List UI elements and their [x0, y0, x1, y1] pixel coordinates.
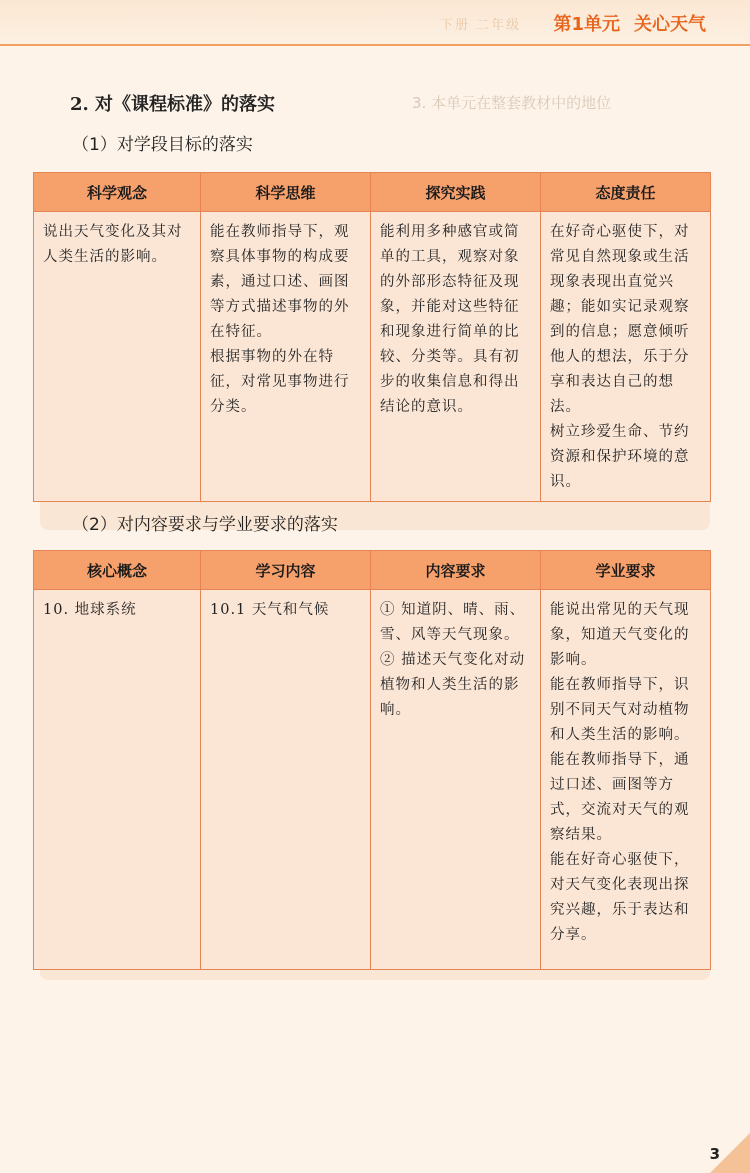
column-header: 科学思维 [201, 173, 371, 212]
cell-text: 能在教师指导下，识别不同天气对动植物和人类生活的影响。 [550, 677, 690, 743]
subsection-title-2: （2）对内容要求与学业要求的落实 [72, 515, 338, 535]
page-number: 3 [709, 1145, 720, 1163]
table-cell [371, 590, 541, 970]
cell-text: 说出天气变化及其对人类生活的影响。 [43, 224, 183, 265]
cell-text: 能说出常见的天气现象，知道天气变化的影响。 [550, 602, 690, 668]
section-title: 2. 对《课程标准》的落实 [70, 94, 276, 115]
column-header: 科学观念 [34, 173, 201, 212]
table-cell [34, 212, 201, 502]
subsection-title-1: （1）对学段目标的落实 [72, 135, 253, 155]
table-row [34, 212, 711, 502]
table-cell [541, 212, 711, 502]
table-cell [201, 212, 371, 502]
table-cell [541, 590, 711, 970]
column-header: 学业要求 [541, 551, 711, 590]
unit-title: 关心天气 [634, 14, 706, 35]
header-faint-text: 下册 二年级 [440, 18, 522, 33]
column-header: 内容要求 [371, 551, 541, 590]
cell-text: 10. 地球系统 [43, 602, 137, 618]
column-header: 核心概念 [34, 551, 201, 590]
cell-text: ① 知道阴、晴、雨、雪、风等天气现象。 [380, 602, 526, 643]
cell-text: ② 描述天气变化对动植物和人类生活的影响。 [380, 652, 526, 718]
cell-text: 能在教师指导下，通过口述、画图等方式，交流对天气的观察结果。 [550, 752, 690, 843]
cell-text: 能在好奇心驱使下，对天气变化表现出探究兴趣，乐于表达和分享。 [550, 852, 690, 943]
table-content-requirements [33, 550, 711, 970]
cell-text: 10.1 天气和气候 [210, 602, 330, 618]
table-cell [201, 590, 371, 970]
cell-text: 能在教师指导下，观察具体事物的构成要素，通过口述、画图等方式描述事物的外在特征。 [210, 224, 350, 340]
cell-text: 能利用多种感官或简单的工具，观察对象的外部形态特征及现象，并能对这些特征和现象进行简单的比较、分类等。具有初步的收集信息和得出结论的意识。 [380, 224, 520, 415]
column-header: 态度责任 [541, 173, 711, 212]
cell-text: 根据事物的外在特征，对常见事物进行分类。 [210, 349, 350, 415]
table-stage-goals [33, 172, 711, 502]
unit-label [553, 10, 706, 36]
ghost-text: 3. 本单元在整套教材中的地位 [412, 94, 612, 112]
table-header-row [34, 551, 711, 590]
column-header: 学习内容 [201, 551, 371, 590]
cell-text: 在好奇心驱使下，对常见自然现象或生活现象表现出直觉兴趣；能如实记录观察到的信息；愿意倾听他人的想法，乐于分享和表达自己的想法。 [550, 224, 690, 415]
table-row [34, 590, 711, 970]
cell-text: 树立珍爱生命、节约资源和保护环境的意识。 [550, 424, 690, 490]
table-cell [371, 212, 541, 502]
unit-number: 第1单元 [553, 14, 620, 35]
column-header: 探究实践 [371, 173, 541, 212]
running-header [0, 0, 750, 46]
table-cell [34, 590, 201, 970]
table-header-row [34, 173, 711, 212]
